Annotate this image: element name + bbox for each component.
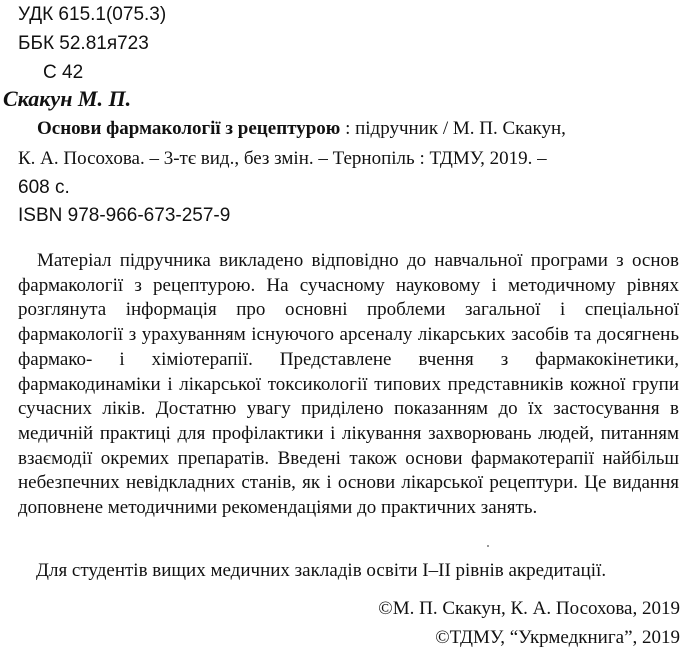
copyright-authors: ©М. П. Скакун, К. А. Посохова, 2019 — [378, 598, 680, 619]
bibliographic-line-2: К. А. Посохова. – 3-тє вид., без змін. – Тернопіль : ТДМУ, 2019. – — [18, 148, 547, 169]
print-speck — [487, 545, 489, 547]
book-title: Основи фармакології з рецептурою — [37, 118, 341, 139]
author-name: Скакун М. П. — [3, 86, 132, 111]
page-count: 608 с. — [18, 177, 70, 198]
bbk-code: ББК 52.81я723 — [18, 33, 149, 54]
bibliographic-line-1 — [37, 118, 680, 140]
abstract — [18, 249, 679, 521]
abstract-paragraph: Матеріал підручника викладено відповідно до навчальної програми з основ фармакології з рецептурою. На сучасному науковому і методичному рівнях розглянута інформація про основні проблеми загальної і спеціальної фармакології з урахуванням існуючого арсеналу лікарських засобів та досягнень фармако- і хіміотерапії. Представлене вчення з фармакокінетики, фармакодинаміки і лікарської токсикології типових представників кожної групи сучасних ліків. Достатню увагу приділено показанням до їх застосування в медичній практиці для профілактики і лікування захворювань людей, питанням взаємодії окремих препаратів. Введені також основи фармакотерапії найбільш небезпечних невідкладних станів, як і основи лікарської рецептури. Це видання доповнене методичними рекомендаціями до практичних занять. — [18, 250, 679, 519]
isbn: ISBN 978-966-673-257-9 — [18, 205, 231, 226]
udk-code: УДК 615.1(075.3) — [18, 4, 167, 25]
copyright-publisher: ©ТДМУ, “Укрмедкнига”, 2019 — [435, 627, 680, 648]
bibliographic-type-and-authors: : підручник / М. П. Скакун, — [345, 118, 566, 139]
target-audience: Для студентів вищих медичних закладів освіти І–ІІ рівнів акредитації. — [36, 560, 607, 581]
author-mark-code: С 42 — [43, 62, 84, 83]
